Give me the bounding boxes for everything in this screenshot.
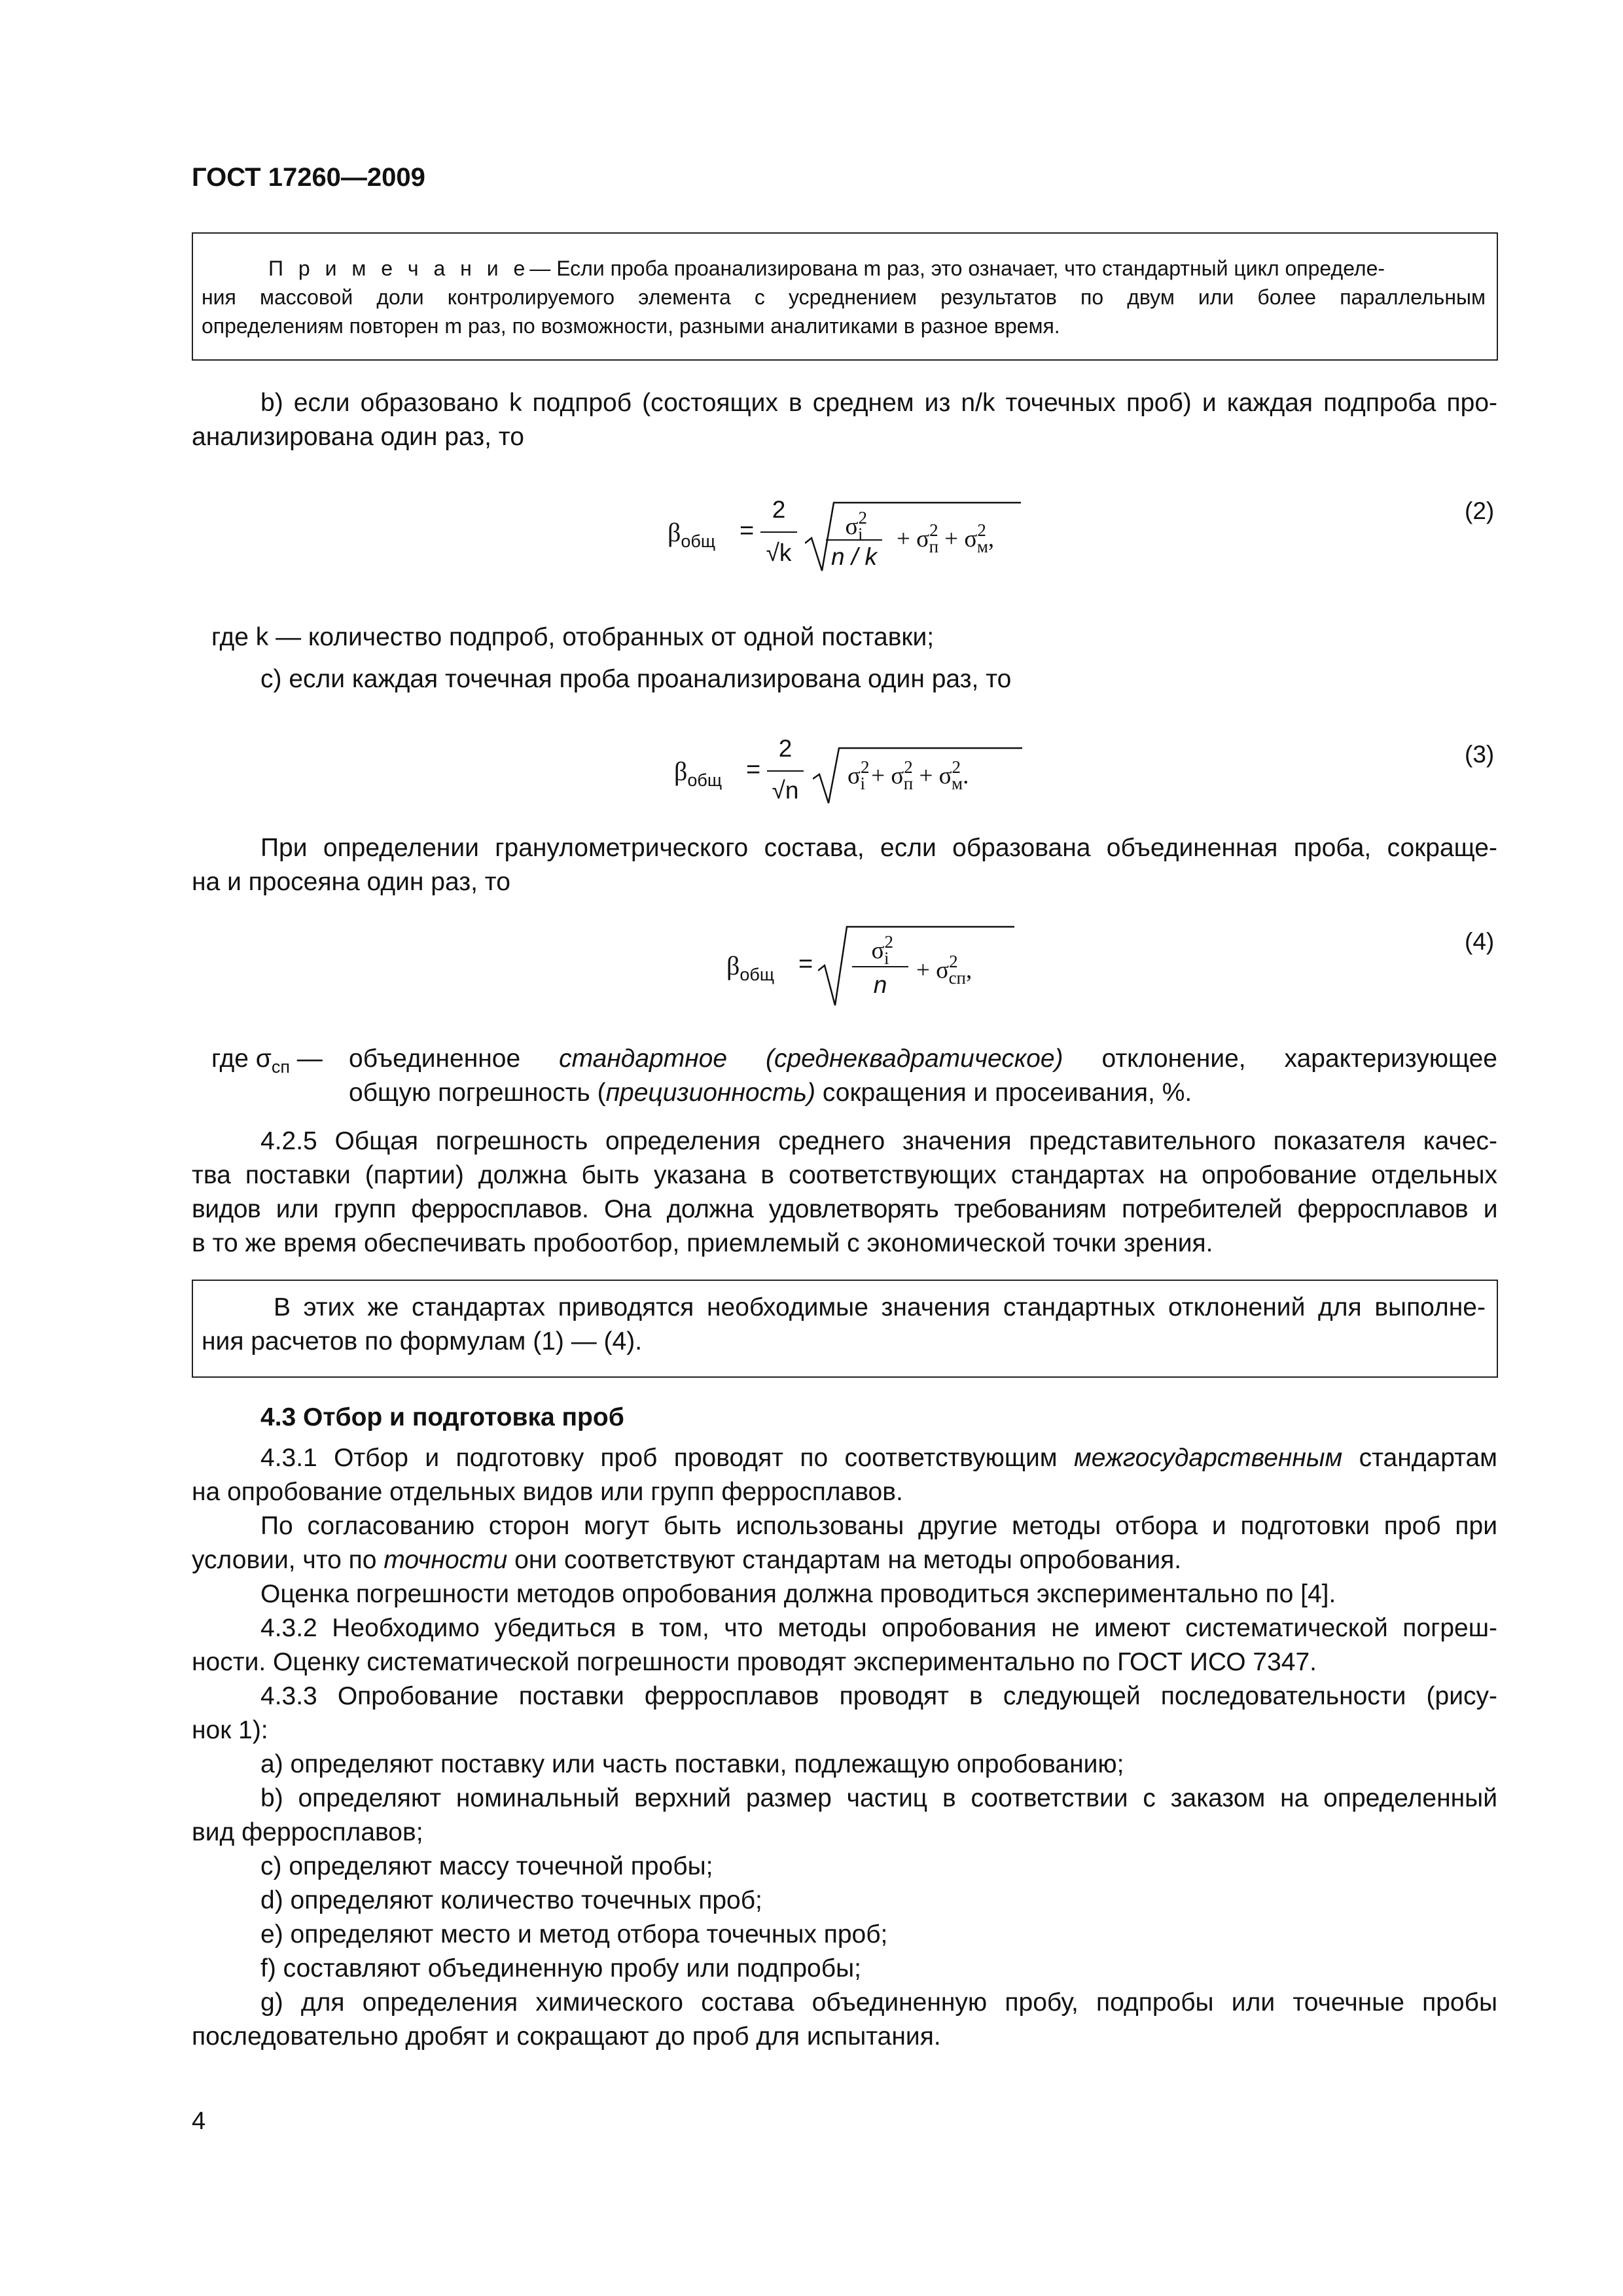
equation-3 [661,730,1041,815]
para-b-line-1: b) если образовано k подпроб (состоящих в среднем из n/k точечных проб) и каждая подпроба про- [260,389,1497,417]
para-b-line-2: анализирована один раз, то [192,423,524,451]
eq3-fraction-bar [767,770,804,772]
eq3-fraction-num: 2 [778,735,793,762]
standards-box-line-2: ния расчетов по формулам (1) — (4). [202,1327,643,1355]
eq4-rest: + $\sigma^2_{сп}$, [916,952,972,988]
eq2-rest: + $\sigma^2_п + \sigma^2_м$, [897,520,995,556]
where-sp-line-2: общую погрешность (прецизионность) сокращения и просеивания, %. [349,1079,1192,1107]
para-433-line-2: нок 1): [192,1716,268,1744]
eq3-terms: $\sigma^2_i + \sigma^2_п + \sigma^2_м$. [847,757,969,793]
eq2-fraction-num: 2 [772,496,786,523]
page-number: 4 [192,2108,206,2135]
list-item-g: g) для определения химического состава объединенную пробу, подпробы или точечные пробы [260,1988,1497,2017]
equation-4-number: (4) [1465,928,1495,955]
para-gran-line-1: При определении гранулометрического состава, если образована объединенная проба, сокраще- [260,834,1497,862]
list-item-a: a) определяют поставку или часть поставки, подлежащую опробованию; [260,1750,1124,1778]
eq2-fraction-bar [760,531,797,533]
equation-3-number: (3) [1465,741,1495,768]
eq4-lhs: $\beta_{общ}$ [726,951,775,984]
note-text-1: — Если проба проанализирована m раз, это означает, что стандартный цикл определе- [529,257,1385,280]
para-425-line-1: 4.2.5 Общая погрешность определения среднего значения представительного показателя качес- [260,1127,1497,1155]
para-425-line-2: тва поставки (партии) должна быть указана в соответствующих стандартах на опробование отдельных [192,1161,1497,1189]
standards-box-line-1: В этих же стандартах приводятся необходимые значения стандартных отклонений для выполне- [274,1293,1486,1321]
para-431-line-2: на опробование отдельных видов или групп ферросплавов. [192,1478,903,1506]
section-43-title: 4.3 Отбор и подготовка проб [260,1403,624,1431]
eq4-inner-den: n [873,971,887,998]
note-label: П р и м е ч а н и е [268,257,530,280]
where-k-definition: где k — количество подпроб, отобранных от одной поставки; [211,623,935,651]
note-line-3: определениям повторен m раз, по возможности, разными аналитиками в разное время. [202,314,1060,338]
equation-4 [713,916,1014,1014]
eq2-inner-num: $\sigma^2_i$ [845,508,867,544]
list-item-e: e) определяют место и метод отбора точечных проб; [260,1920,888,1948]
list-item-b: b) определяют номинальный верхний размер частиц в соответствии с заказом на определенный [260,1784,1497,1812]
para-agree-line-1: По согласованию сторон могут быть использованы другие методы отбора и подготовки проб при [260,1512,1497,1540]
list-item-f: f) составляют объединенную пробу или подпробы; [260,1954,861,1982]
eq4-inner-num: $\sigma^2_i$ [871,932,893,968]
list-item-b-cont: вид ферросплавов; [192,1818,423,1846]
eq2-equals: = [740,517,755,545]
eq4-equals: = [798,950,813,978]
para-432-line-1: 4.3.2 Необходимо убедиться в том, что методы опробования не имеют систематической погреш- [260,1614,1497,1642]
equation-2 [654,484,1060,583]
note-line-1 [268,254,1486,283]
para-425-line-3: видов или групп ферросплавов. Она должна удовлетворять требованиям потребителей ферросплавов и [192,1195,1497,1223]
para-c: c) если каждая точечная проба проанализирована один раз, то [260,665,1012,693]
eq2-inner-den: n / k [831,543,877,570]
para-431-line-1: 4.3.1 Отбор и подготовку проб проводят по соответствующим межгосударственным стандартам [260,1444,1497,1472]
para-425-line-4: в то же время обеспечивать пробоотбор, приемлемый с экономической точки зрения. [192,1229,1213,1257]
eq3-fraction-den: √n [772,777,799,804]
para-agree-line-2: условии, что по точности они соответствуют стандартам на методы опробования. [192,1546,1182,1574]
eq4-inner-bar [852,966,908,967]
eq3-lhs: $\beta_{общ}$ [674,757,722,790]
para-estimation: Оценка погрешности методов опробования должна проводиться экспериментально по [4]. [260,1580,1336,1608]
eq2-fraction-den: √k [766,539,792,566]
note-line-2: ния массовой доли контролируемого элемента с усреднением результатов по двум или более параллельным [202,285,1486,309]
list-item-c: c) определяют массу точечной пробы; [260,1852,713,1880]
equation-2-number: (2) [1465,497,1495,524]
para-432-line-2: ности. Оценку систематической погрешности проводят экспериментально по ГОСТ ИСО 7347. [192,1648,1317,1676]
where-sp-line-1: объединенное стандартное (среднеквадратическое) отклонение, характеризующее [349,1045,1497,1073]
para-gran-line-2: на и просеяна один раз, то [192,868,510,896]
list-item-d: d) определяют количество точечных проб; [260,1886,762,1914]
para-433-line-1: 4.3.3 Опробование поставки ферросплавов проводят в следующей последовательности (рису- [260,1682,1497,1710]
eq2-inner-bar [826,539,882,541]
eq2-lhs: $\beta_{общ}$ [668,518,716,551]
document-header-title: ГОСТ 17260—2009 [192,163,425,192]
where-sp-label: где $\sigma_{сп}$ — [211,1045,323,1077]
eq3-equals: = [746,756,761,783]
list-item-g-cont: последовательно дробят и сокращают до проб для испытания. [192,2022,941,2051]
